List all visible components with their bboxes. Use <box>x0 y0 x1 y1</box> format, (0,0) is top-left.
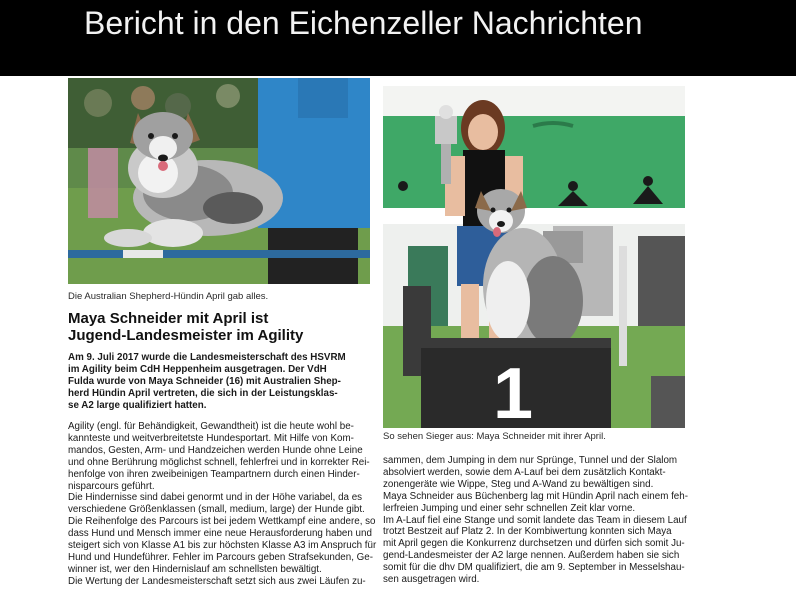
lead-line: Am 9. Juli 2017 wurde die Landesmeisterschaft des HSVRM <box>68 352 346 363</box>
body-line: Die Hindernisse sind dabei genormt und in der Höhe variabel, da es <box>68 492 363 504</box>
body-line: steigert sich von Klasse A1 bis zur höchsten Klasse A3 im Anspruch für <box>68 540 377 552</box>
body-line: kannteste und weitverbreitetste Hundesportart. Mit Hilfe von Kom- <box>68 432 354 444</box>
body-line: gend-Landesmeister der A2 large nennen. Außerdem haben sie sich <box>383 550 680 562</box>
body-line: verschiedene Größenklassen (small, medium, large) der Hunde gibt. <box>68 504 365 516</box>
body-line: winner ist, wer den Hindernislauf am schnellsten bewältigt. <box>68 563 322 575</box>
body-line: sammen, dem Jumping in dem nur Sprünge, Tunnel und der Slalom <box>383 455 678 466</box>
lead-line: herd Hündin April vertreten, die sich in der Leistungsklas- <box>68 387 338 399</box>
article-headline <box>68 310 373 344</box>
headline-line: Maya Schneider mit April ist <box>68 310 269 327</box>
podium-photo <box>383 86 685 428</box>
agility-jump-photo <box>68 78 370 284</box>
headline-line: Jugend-Landesmeister im Agility <box>68 327 304 344</box>
article-lead <box>68 352 373 412</box>
body-line: Agility (engl. für Behändigkeit, Gewandtheit) ist die heute wohl be- <box>68 421 354 432</box>
body-line: henfolge von ihren zweibeinigen Teampartnern durch einen Hinder- <box>68 468 360 480</box>
lead-line: im Agility beim CdH Heppenheim ausgetragen. Der VdH <box>68 363 327 375</box>
article-body-left <box>68 421 377 588</box>
article-body-right <box>383 455 688 586</box>
photo-caption-right: So sehen Sieger aus: Maya Schneider mit ihrer April. <box>383 431 606 442</box>
body-line: Maya Schneider aus Büchenberg lag mit Hündin April nach einem feh- <box>383 490 688 502</box>
body-line: nisparcours geführt. <box>68 480 155 492</box>
body-line: und ohne Berührung möglichst schnell, fehlerfrei und in korrekter Rei- <box>68 456 370 468</box>
body-line: Die Reihenfolge des Parcours ist bei jedem Wettkampf eine andere, so <box>68 516 376 528</box>
top-banner <box>0 0 796 76</box>
banner-title: Bericht in den Eichenzeller Nachrichten <box>84 5 643 41</box>
newspaper-clipping <box>40 76 756 600</box>
body-line: zonengeräte wie Wippe, Steg und A-Wand zu bewältigen sind. <box>383 478 654 490</box>
body-line: somit für die dhv DM qualifiziert, die am 9. September in Messelshau- <box>383 562 685 574</box>
body-line: mit April gegen die Konkurrenz durchsetzen und dürfen sich somit Ju- <box>383 538 685 550</box>
photo-caption-left: Die Australian Shepherd-Hündin April gab alles. <box>68 291 269 302</box>
body-line: dass Hund und Mensch immer eine neue Herausforderung haben und <box>68 528 372 540</box>
body-line: absolviert werden, sowie dem A-Lauf bei dem zusätzlich Kontakt- <box>383 466 666 478</box>
body-line: Im A-Lauf fiel eine Stange und somit landete das Team in diesem Lauf <box>383 514 687 526</box>
body-line: mandos, Gesten, Arm- und Handzeichen werden Hunde ohne Leine <box>68 444 363 456</box>
body-line: Hund und Hundeführer. Fehler im Parcours geben Strafsekunden, Ge- <box>68 551 373 563</box>
lead-line: Fulda wurde von Maya Schneider (16) mit Australien Shep- <box>68 375 341 387</box>
body-line: trotzt Bestzeit auf Platz 2. In der Kombiwertung konnten sich Maya <box>383 526 672 538</box>
podium-number: 1 <box>493 354 534 428</box>
body-line: lerfreien Jumping und einer sehr schnellen Zeit klar vorne. <box>383 502 636 514</box>
body-line: sen ausgetragen wird. <box>383 574 480 586</box>
lead-line: se A2 large qualifiziert hatten. <box>68 399 207 411</box>
body-line: Die Wertung der Landesmeisterschaft setzt sich aus zwei Läufen zu- <box>68 575 366 587</box>
